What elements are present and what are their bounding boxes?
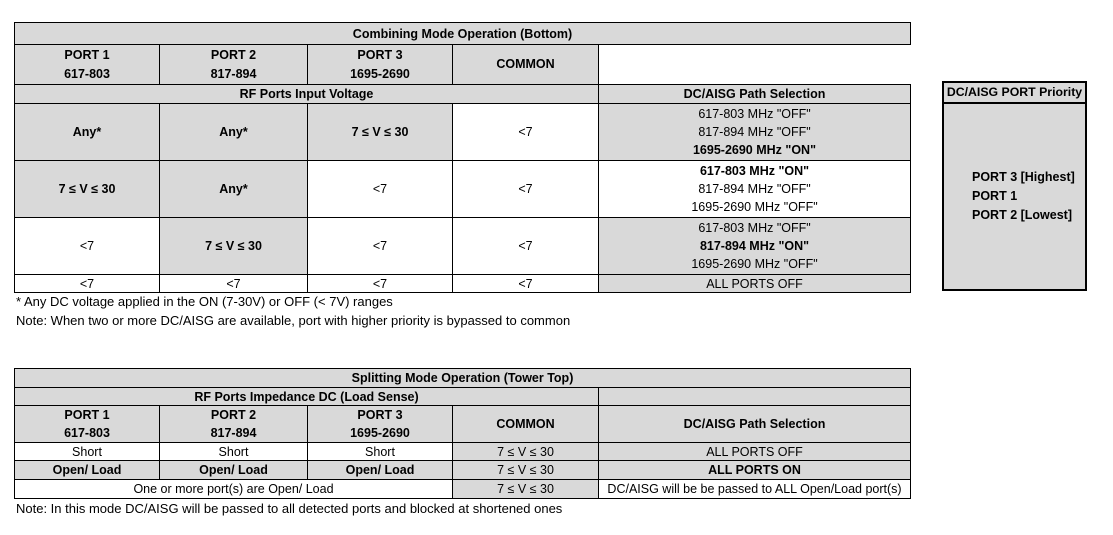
combining-port1-header	[15, 45, 160, 85]
splitting-row3-path-selection: DC/AISG will be be passed to ALL Open/Load port(s)	[599, 480, 911, 499]
path-line-active: 1695-2690 MHz "ON"	[692, 143, 817, 157]
combining-row3-common: <7	[453, 218, 599, 275]
port3-range: 1695-2690	[350, 66, 410, 81]
splitting-row2-common: 7 ≤ V ≤ 30	[453, 461, 599, 480]
combining-port3-header	[308, 45, 453, 85]
priority-item-highest: PORT 3 [Highest]	[972, 170, 1075, 184]
combining-row4-port2: <7	[160, 275, 308, 293]
splitting-row3-ports: One or more port(s) are Open/ Load	[15, 480, 453, 499]
port1-range: 617-803	[64, 66, 110, 81]
splitting-common-header: COMMON	[453, 406, 599, 443]
splitting-row2-port1: Open/ Load	[15, 461, 160, 480]
port1-range: 617-803	[64, 426, 110, 440]
splitting-row1-port3: Short	[308, 443, 453, 461]
priority-item-middle: PORT 1	[972, 189, 1018, 203]
splitting-note: Note: In this mode DC/AISG will be passed to all detected ports and blocked at shortened ones	[16, 501, 563, 516]
path-line: 1695-2690 MHz "OFF"	[691, 200, 818, 214]
combining-row2-path-selection	[599, 161, 911, 218]
combining-row3-port1: <7	[15, 218, 160, 275]
path-line: 617-803 MHz "OFF"	[698, 107, 811, 121]
combining-row4-port1: <7	[15, 275, 160, 293]
priority-box-title: DC/AISG PORT Priority	[942, 81, 1087, 104]
splitting-row1-path-selection: ALL PORTS OFF	[599, 443, 911, 461]
path-line: 617-803 MHz "OFF"	[698, 221, 811, 235]
path-line-active: 617-803 MHz "ON"	[699, 164, 810, 178]
port2-range: 817-894	[210, 66, 257, 81]
path-line: 1695-2690 MHz "OFF"	[691, 257, 818, 271]
port1-name: PORT 1	[64, 408, 110, 422]
splitting-row2-path-selection: ALL PORTS ON	[599, 461, 911, 480]
port2-name: PORT 2	[210, 47, 257, 62]
combining-row3-port2: 7 ≤ V ≤ 30	[160, 218, 308, 275]
combining-path-selection-header: DC/AISG Path Selection	[599, 85, 911, 104]
combining-note: Note: When two or more DC/AISG are available, port with higher priority is bypassed to common	[16, 313, 571, 328]
port1-name: PORT 1	[64, 47, 110, 62]
combining-row4-port3: <7	[308, 275, 453, 293]
splitting-row1-port2: Short	[160, 443, 308, 461]
splitting-table-title: Splitting Mode Operation (Tower Top)	[15, 369, 911, 388]
combining-header-spacer-cell	[599, 45, 911, 85]
splitting-port3-header	[308, 406, 453, 443]
splitting-row2-port2: Open/ Load	[160, 461, 308, 480]
rf-input-voltage-header: RF Ports Input Voltage	[15, 85, 599, 104]
port3-name: PORT 3	[357, 408, 403, 422]
priority-box-body	[942, 104, 1087, 291]
combining-common-header: COMMON	[453, 45, 599, 85]
splitting-header-spacer-cell	[599, 388, 911, 406]
combining-table-title: Combining Mode Operation (Bottom)	[15, 23, 911, 45]
combining-row2-port2: Any*	[160, 161, 308, 218]
path-line: 817-894 MHz "OFF"	[698, 125, 811, 139]
priority-item-lowest: PORT 2 [Lowest]	[972, 208, 1073, 222]
path-line-active: 817-894 MHz "ON"	[699, 239, 810, 253]
combining-row1-common: <7	[453, 104, 599, 161]
port2-range: 817-894	[210, 426, 257, 440]
splitting-row1-common: 7 ≤ V ≤ 30	[453, 443, 599, 461]
port3-range: 1695-2690	[350, 426, 410, 440]
combining-row1-path-selection	[599, 104, 911, 161]
combining-row4-path-selection: ALL PORTS OFF	[599, 275, 911, 293]
combining-row1-port1: Any*	[15, 104, 160, 161]
splitting-port1-header	[15, 406, 160, 443]
combining-row3-path-selection	[599, 218, 911, 275]
combining-row3-port3: <7	[308, 218, 453, 275]
splitting-row3-common: 7 ≤ V ≤ 30	[453, 480, 599, 499]
splitting-port2-header	[160, 406, 308, 443]
splitting-row2-port3: Open/ Load	[308, 461, 453, 480]
combining-row2-port3: <7	[308, 161, 453, 218]
splitting-row1-port1: Short	[15, 443, 160, 461]
splitting-mode-table	[14, 368, 911, 499]
port2-name: PORT 2	[210, 408, 257, 422]
splitting-path-selection-header: DC/AISG Path Selection	[599, 406, 911, 443]
combining-row1-port2: Any*	[160, 104, 308, 161]
combining-row2-common: <7	[453, 161, 599, 218]
combining-mode-table	[14, 22, 911, 293]
combining-port2-header	[160, 45, 308, 85]
combining-row1-port3: 7 ≤ V ≤ 30	[308, 104, 453, 161]
combining-row2-port1: 7 ≤ V ≤ 30	[15, 161, 160, 218]
combining-footnote: * Any DC voltage applied in the ON (7-30V) or OFF (< 7V) ranges	[16, 294, 393, 309]
dc-aisg-port-priority-box	[942, 81, 1087, 291]
combining-row4-common: <7	[453, 275, 599, 293]
rf-impedance-header: RF Ports Impedance DC (Load Sense)	[15, 388, 599, 406]
port3-name: PORT 3	[357, 47, 403, 62]
path-line: 817-894 MHz "OFF"	[698, 182, 811, 196]
